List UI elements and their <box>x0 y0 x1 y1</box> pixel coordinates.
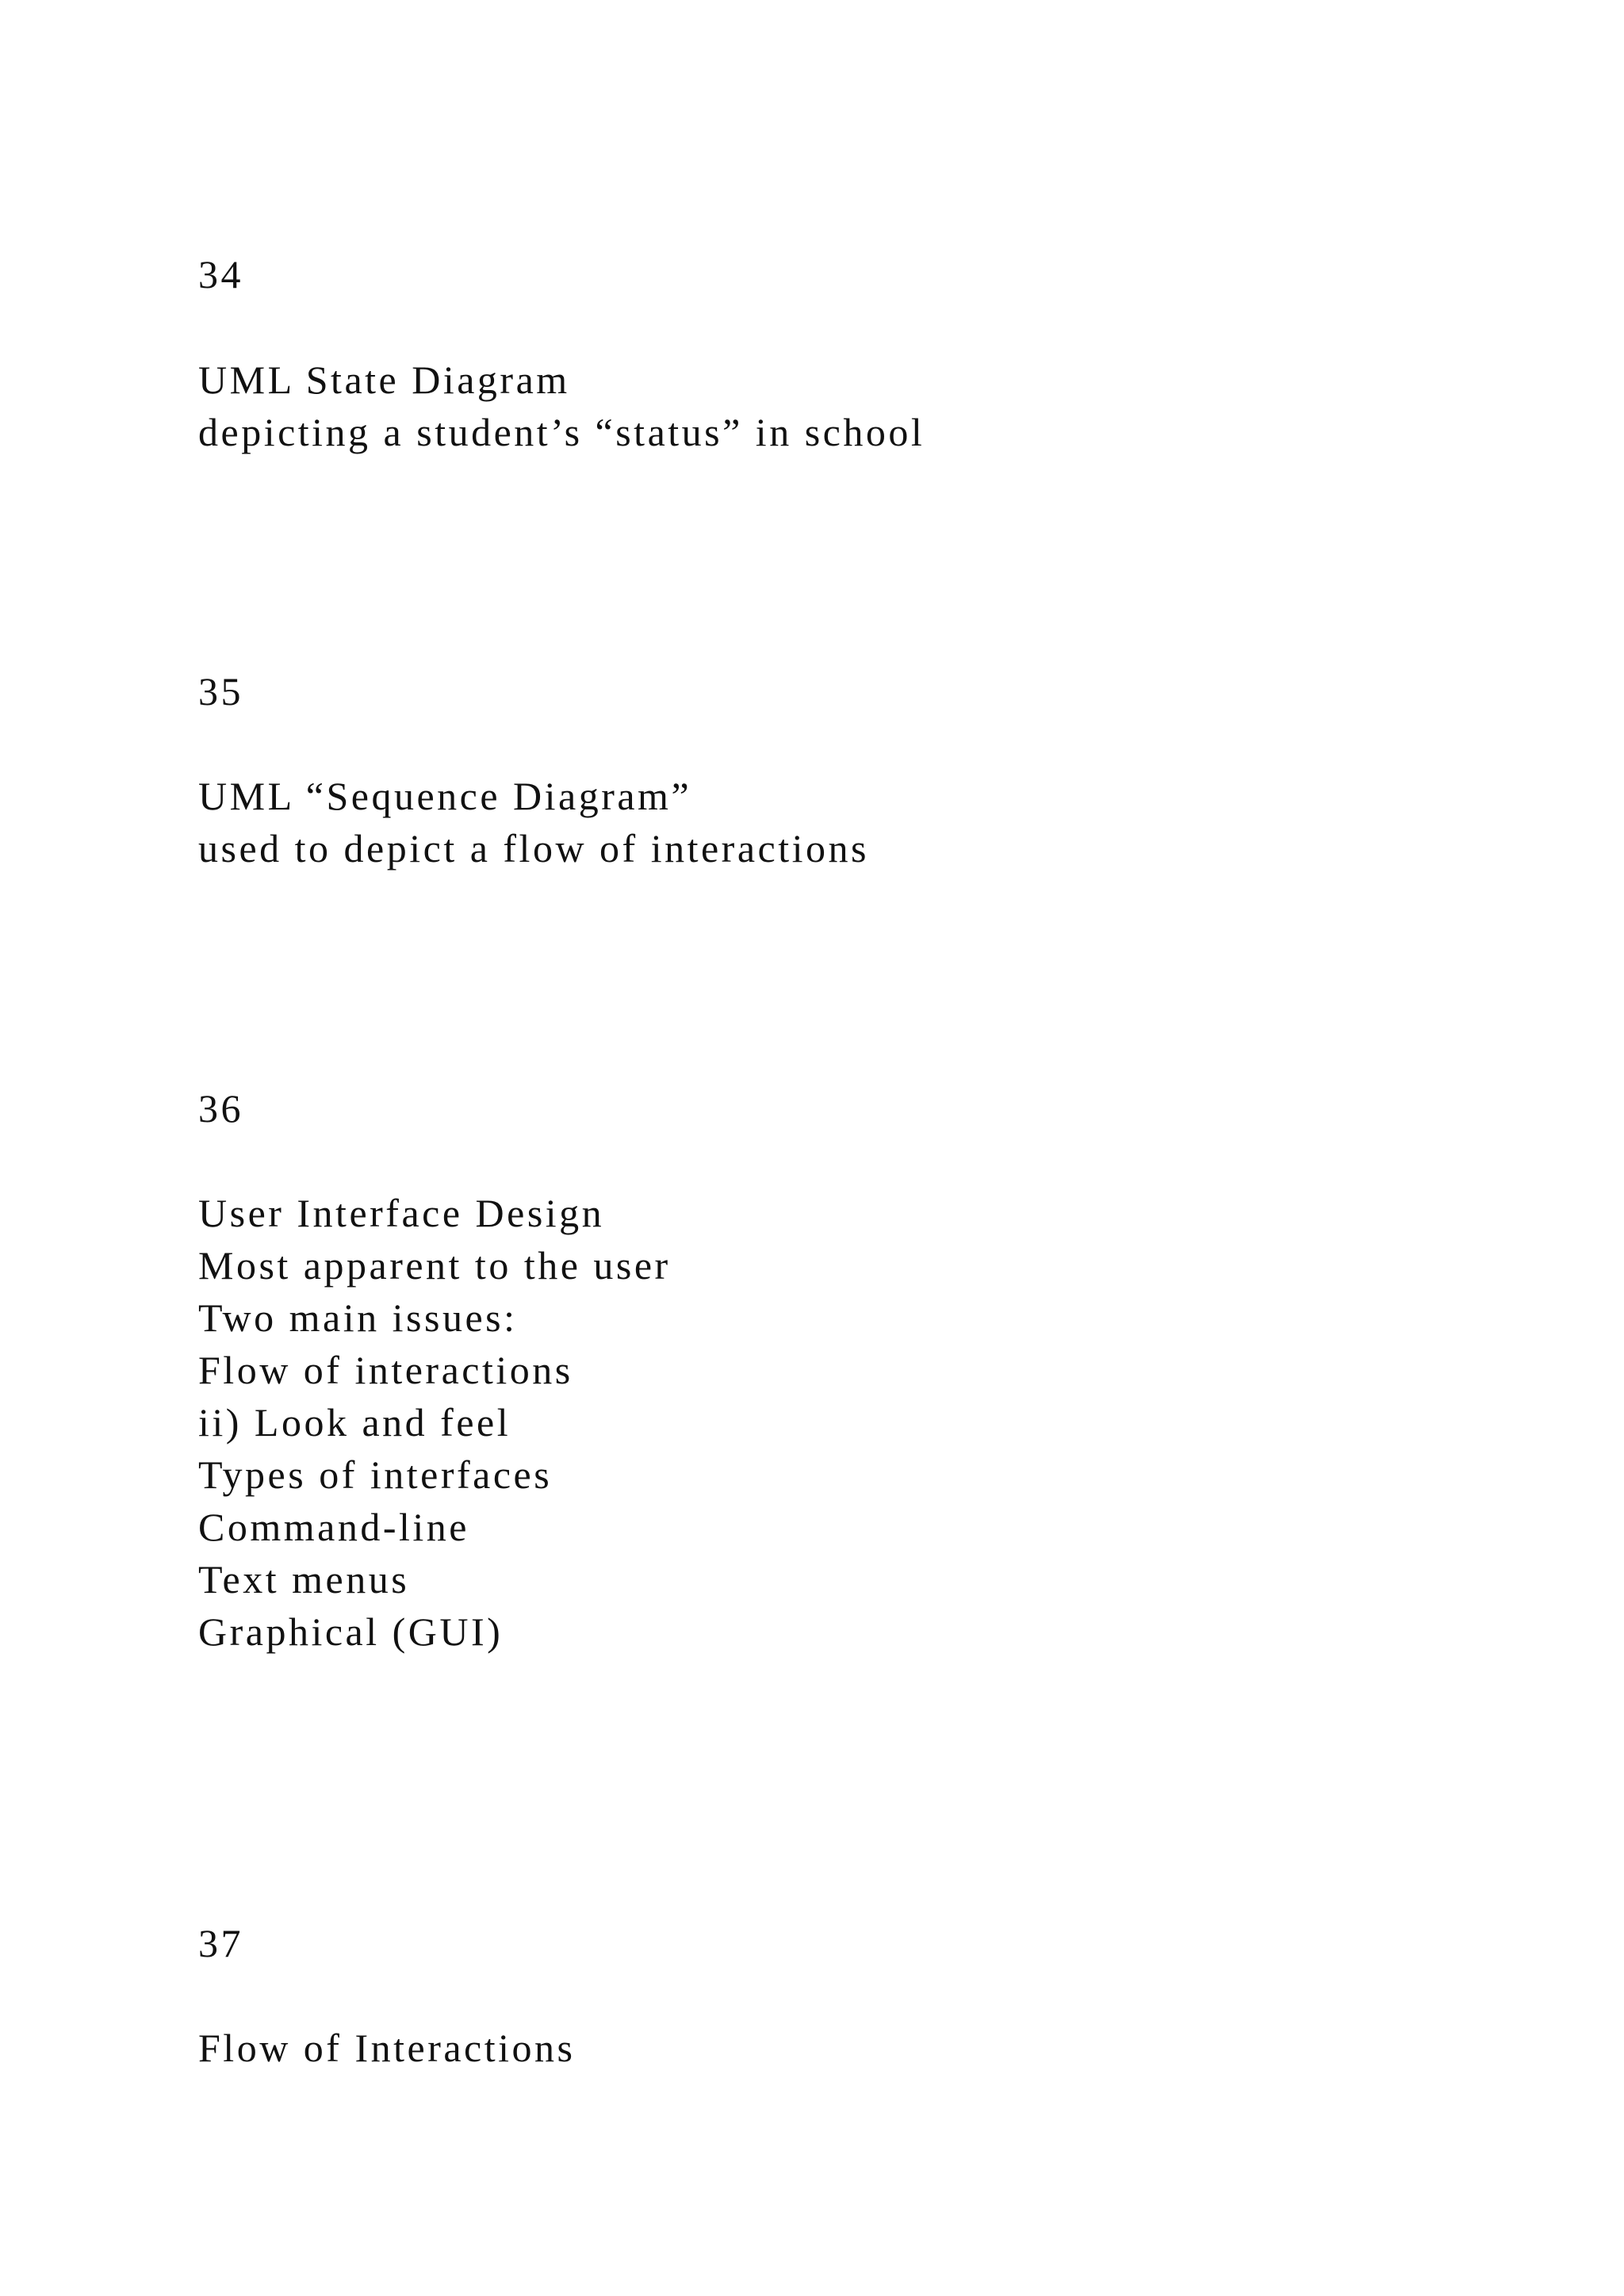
slide-34-line: depicting a student’s “status” in school <box>198 410 925 454</box>
slide-34-title: UML State Diagram <box>198 358 570 402</box>
slide-36-line: Graphical (GUI) <box>198 1609 504 1654</box>
slide-number-36: 36 <box>198 1086 243 1131</box>
slide-number-35: 35 <box>198 669 243 714</box>
slide-36-title: User Interface Design <box>198 1191 605 1235</box>
slide-36-line: Command-line <box>198 1505 469 1549</box>
slide-number-34: 34 <box>198 252 243 297</box>
slide-36-line: ii) Look and feel <box>198 1400 511 1445</box>
slide-36-line: Types of interfaces <box>198 1452 553 1497</box>
slide-35-line: used to depict a flow of interactions <box>198 826 869 871</box>
slide-36-line: Most apparent to the user <box>198 1243 671 1288</box>
slide-36-line: Two main issues: <box>198 1295 518 1340</box>
slide-35-title: UML “Sequence Diagram” <box>198 774 692 818</box>
slide-36-line: Text menus <box>198 1557 410 1601</box>
slide-36-line: Flow of interactions <box>198 1348 573 1392</box>
slide-37-title: Flow of Interactions <box>198 2026 576 2070</box>
slide-number-37: 37 <box>198 1921 243 1965</box>
